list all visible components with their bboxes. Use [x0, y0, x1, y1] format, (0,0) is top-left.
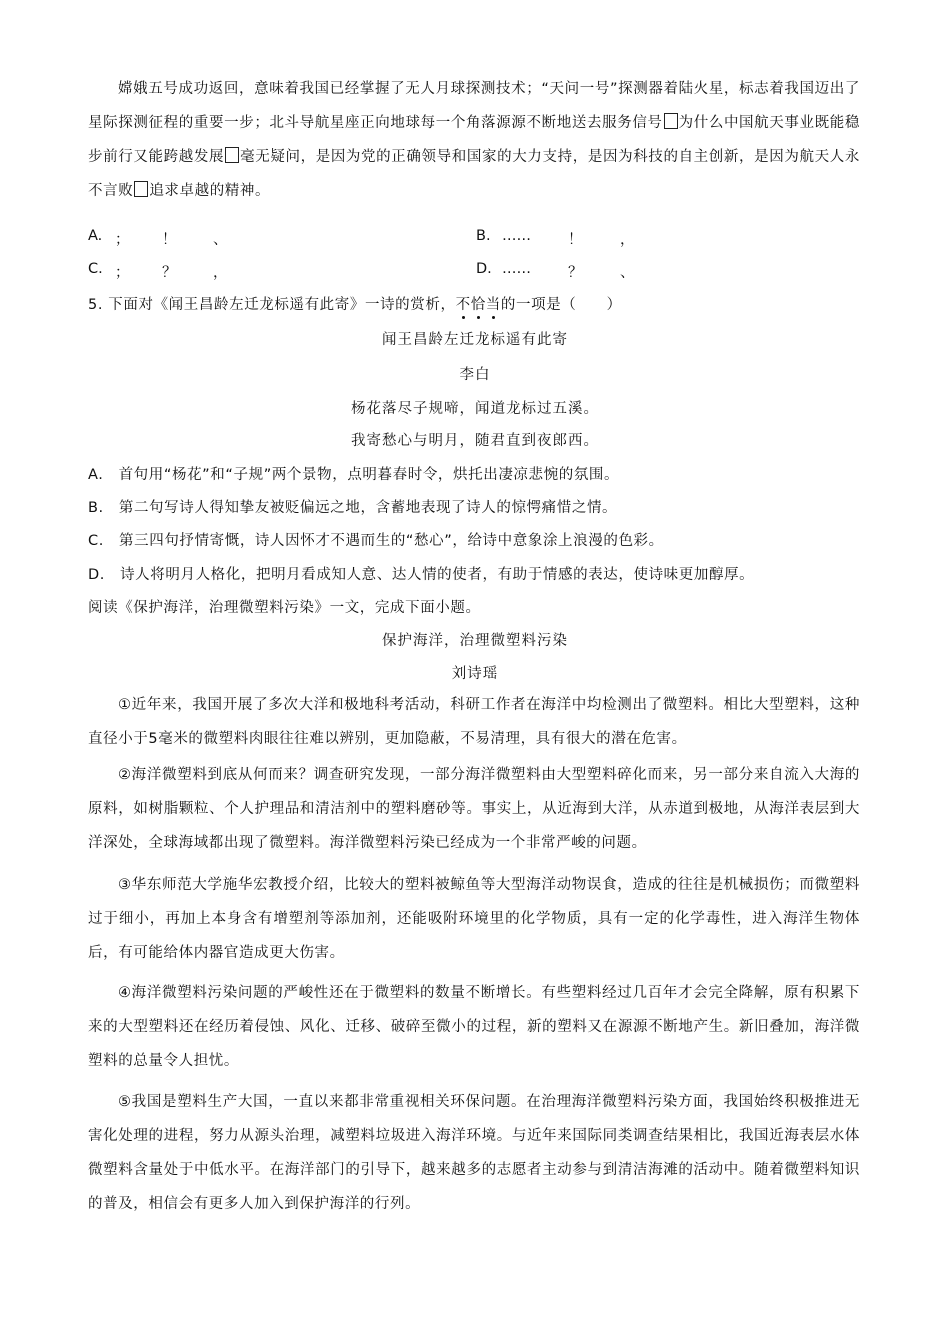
q4-passage-part1: 嫦娥五号成功返回，意味着我国已经掌握了无人月球探测技术；“天问一号”探测器着陆火星，标志着我国迈出了星际探测征程的重要一步；北斗导航星座正向地球每一个角落源源不断地送去服务信号: [88, 81, 860, 131]
option-label: A.: [88, 228, 103, 244]
article-paragraph-2: ②海洋微塑料到底从何而来？调查研究发现，一部分海洋微塑料由大型塑料碎化而来，另一部分来自流入大海的原料，如树脂颗粒、个人护理品和清洁剂中的塑料磨砂等。事实上，从近海到大洋，从赤道到极地，从海洋表层到大洋深处，全球海域都出现了微塑料。海洋微塑料污染已经成为一个非常严峻的问题。: [88, 767, 860, 851]
option-label: C.: [88, 261, 103, 277]
article-paragraph-5: ⑤我国是塑料生产大国，一直以来都非常重视相关环保问题。在治理海洋微塑料污染方面，我国始终积极推进无害化处理的进程，努力从源头治理，减塑料垃圾进入海洋环境。与近年来国际同类调查结果相比，我国近海表层水体微塑料含量处于中低水平。在海洋部门的引导下，越来越多的志愿者主动参与到清洁海滩的活动中。随着微塑料知识的普及，相信会有更多人加入到保护海洋的行列。: [88, 1094, 860, 1212]
reading-instruction: 阅读《保护海洋，治理微塑料污染》一文，完成下面小题。: [88, 600, 481, 616]
option-symbol-2: ！: [568, 232, 583, 248]
option-symbol-1: ；: [115, 232, 130, 248]
option-label: B.: [476, 228, 491, 244]
q4-passage-part3: 毫无疑问，是因为党的正确领导和国家的大力支持，是因为科技的自主创新，是因为航天人永不言败: [88, 149, 860, 199]
emphasis-char: 恰: [471, 293, 486, 314]
q5-option-d[interactable]: D. 诗人将明月人格化，把明月看成知人意、达人情的使者，有助于情感的表达，使诗味更加醇厚。: [88, 567, 755, 583]
option-symbol-3: 、: [620, 265, 635, 281]
blank-box-1: [664, 113, 678, 129]
q4-passage-part2: 为什么中国航天事业既能稳步前行又能跨越发展: [88, 115, 861, 165]
article-paragraph-3: ③华东师范大学施华宏教授介绍，比较大的塑料被鲸鱼等大型海洋动物误食，造成的往往是机械损伤；而微塑料过于细小，再加上本身含有增塑剂等添加剂，还能吸附环境里的化学物质，具有一定的化学毒性，进入海洋生物体后，有可能给体内器官造成更大伤害。: [88, 877, 860, 961]
article-paragraph-4: ④海洋微塑料污染问题的严峻性还在于微塑料的数量不断增长。有些塑料经过几百年才会完全降解，原有积累下来的大型塑料还在经历着侵蚀、风化、迁移、破碎至微小的过程，新的塑料又在源源不断地产生。新旧叠加，海洋微塑料的总量令人担忧。: [88, 985, 860, 1069]
option-symbol-1: ……: [502, 228, 531, 244]
q5-stem-tail: 的一项是（ ）: [500, 297, 622, 313]
article-title: 保护海洋，治理微塑料污染: [382, 633, 568, 649]
option-label: D.: [476, 261, 492, 277]
question-number: 5.: [88, 297, 104, 313]
emphasis-char: 当: [486, 293, 501, 314]
blank-box-3: [134, 181, 148, 197]
q5-stem: [88, 293, 622, 314]
article-paragraph-1: ①近年来，我国开展了多次大洋和极地科考活动，科研工作者在海洋中均检测出了微塑料。相比大型塑料，这种直径小于5毫米的微塑料肉眼往往难以辨别，更加隐蔽，不易清理，具有很大的潜在危害。: [88, 697, 860, 747]
option-symbol-3: 、: [213, 232, 228, 248]
q5-option-a[interactable]: A. 首句用“杨花”和“子规”两个景物，点明暮春时令，烘托出凄凉悲惋的氛围。: [88, 467, 620, 483]
blank-box-2: [225, 147, 239, 163]
option-symbol-2: ？: [162, 265, 177, 281]
poem-author: 李白: [459, 367, 491, 383]
q4-passage-part4: 追求卓越的精神。: [149, 183, 271, 199]
q5-option-c[interactable]: C. 第三四句抒情寄慨，诗人因怀才不遇而生的“愁心”，给诗中意象涂上浪漫的色彩。: [88, 533, 664, 549]
option-symbol-1: ；: [115, 265, 130, 281]
poem-title: 闻王昌龄左迁龙标遥有此寄: [382, 332, 568, 348]
article-author: 刘诗瑶: [451, 666, 499, 682]
poem-line-1: 杨花落尽子规啼，闻道龙标过五溪。: [351, 401, 599, 417]
q5-option-b[interactable]: B. 第二句写诗人得知挚友被贬偏远之地，含蓄地表现了诗人的惊愕痛惜之情。: [88, 500, 618, 516]
option-symbol-2: ？: [568, 265, 583, 281]
option-symbol-3: ，: [620, 232, 635, 248]
emphasis-char: 不: [456, 293, 471, 314]
q5-stem-text: 下面对《闻王昌龄左迁龙标遥有此寄》一诗的赏析，: [108, 297, 456, 313]
option-symbol-3: ，: [213, 265, 228, 281]
option-symbol-2: ！: [162, 232, 177, 248]
q4-passage: [88, 72, 860, 208]
poem-line-2: 我寄愁心与明月，随君直到夜郎西。: [351, 433, 599, 449]
option-symbol-1: ……: [502, 261, 531, 277]
